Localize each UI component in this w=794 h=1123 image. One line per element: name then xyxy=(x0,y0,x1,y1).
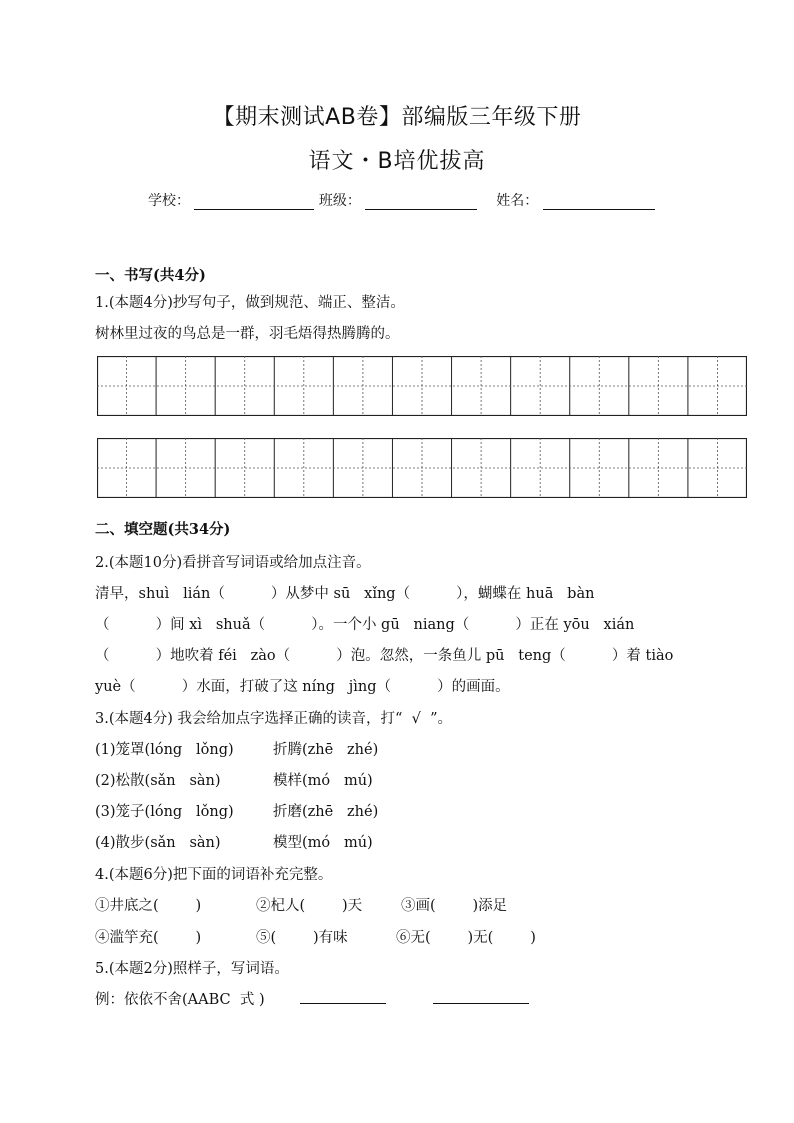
name-label: 姓名： xyxy=(496,193,539,209)
q5-answer-blank-2[interactable] xyxy=(433,987,529,1004)
student-info-row xyxy=(148,190,655,210)
document-subtitle: 语文・B培优拔高 xyxy=(308,149,486,174)
grid-cells xyxy=(97,356,747,416)
name-blank[interactable] xyxy=(543,193,655,210)
q5-answer-blank-1[interactable] xyxy=(300,987,386,1004)
q2-prompt: 2.(本题10分)看拼音写词语或给加点注音。 xyxy=(95,555,371,571)
grid-cells xyxy=(97,438,747,498)
q4-item-5: ⑤( )有味 xyxy=(256,930,348,946)
q3-prompt: 3.(本题4分) 我会给加点字选择正确的读音，打“ √ ”。 xyxy=(95,711,452,727)
q3-item-1-right: 折腾(zhē zhé) xyxy=(273,742,379,758)
q3-item-3-left: (3)笼子(lóng lǒng) xyxy=(95,804,234,820)
q5-example: 例：依依不舍(AABC 式 ) xyxy=(95,992,265,1008)
section1-heading: 一、书写(共4分) xyxy=(95,267,206,284)
q3-item-2-left: (2)松散(sǎn sàn) xyxy=(95,773,221,789)
writing-grid-row-2[interactable] xyxy=(97,438,747,498)
q3-item-2-right: 模样(mó mú) xyxy=(273,773,373,789)
q2-line-4: yuè（ ）水面，打破了这 níng jìng（ ）的画面。 xyxy=(95,679,510,695)
q4-item-2: ②杞人( )天 xyxy=(256,898,363,914)
school-blank[interactable] xyxy=(194,193,314,210)
q4-item-4: ④滥竽充( ) xyxy=(95,930,202,946)
q4-item-3: ③画( )添足 xyxy=(401,898,508,914)
q2-line-1: 清早，shuì lián（ ）从梦中 sū xǐng（ ），蝴蝶在 huā bàn xyxy=(95,586,595,602)
q1-prompt: 1.(本题4分)抄写句子，做到规范、端正、整洁。 xyxy=(95,295,405,311)
q4-item-6: ⑥无( )无( ) xyxy=(396,930,536,946)
class-label: 班级： xyxy=(318,193,361,209)
q4-item-1: ①井底之( ) xyxy=(95,898,202,914)
class-blank[interactable] xyxy=(365,193,477,210)
q3-item-4-left: (4)散步(sǎn sàn) xyxy=(95,835,221,851)
q3-item-1-left: (1)笼罩(lóng lǒng) xyxy=(95,742,234,758)
writing-grid-row-1[interactable] xyxy=(97,356,747,416)
document-title: 【期末测试AB卷】部编版三年级下册 xyxy=(212,105,582,130)
q3-item-3-right: 折磨(zhē zhé) xyxy=(273,804,379,820)
q3-item-4-right: 模型(mó mú) xyxy=(273,835,373,851)
q1-sentence: 树林里过夜的鸟总是一群，羽毛焐得热腾腾的。 xyxy=(95,326,400,342)
q4-prompt: 4.(本题6分)把下面的词语补充完整。 xyxy=(95,867,333,883)
q2-line-2: （ ）间 xì shuǎ（ ）。一个小 gū niang（ ）正在 yōu xián xyxy=(95,617,635,633)
q2-line-3: （ ）地吹着 féi zào（ ）泡。忽然，一条鱼儿 pū teng（ ）着 tiào xyxy=(95,648,674,664)
section2-heading: 二、填空题(共34分) xyxy=(95,521,231,538)
q5-prompt: 5.(本题2分)照样子，写词语。 xyxy=(95,961,289,977)
school-label: 学校： xyxy=(148,193,190,209)
